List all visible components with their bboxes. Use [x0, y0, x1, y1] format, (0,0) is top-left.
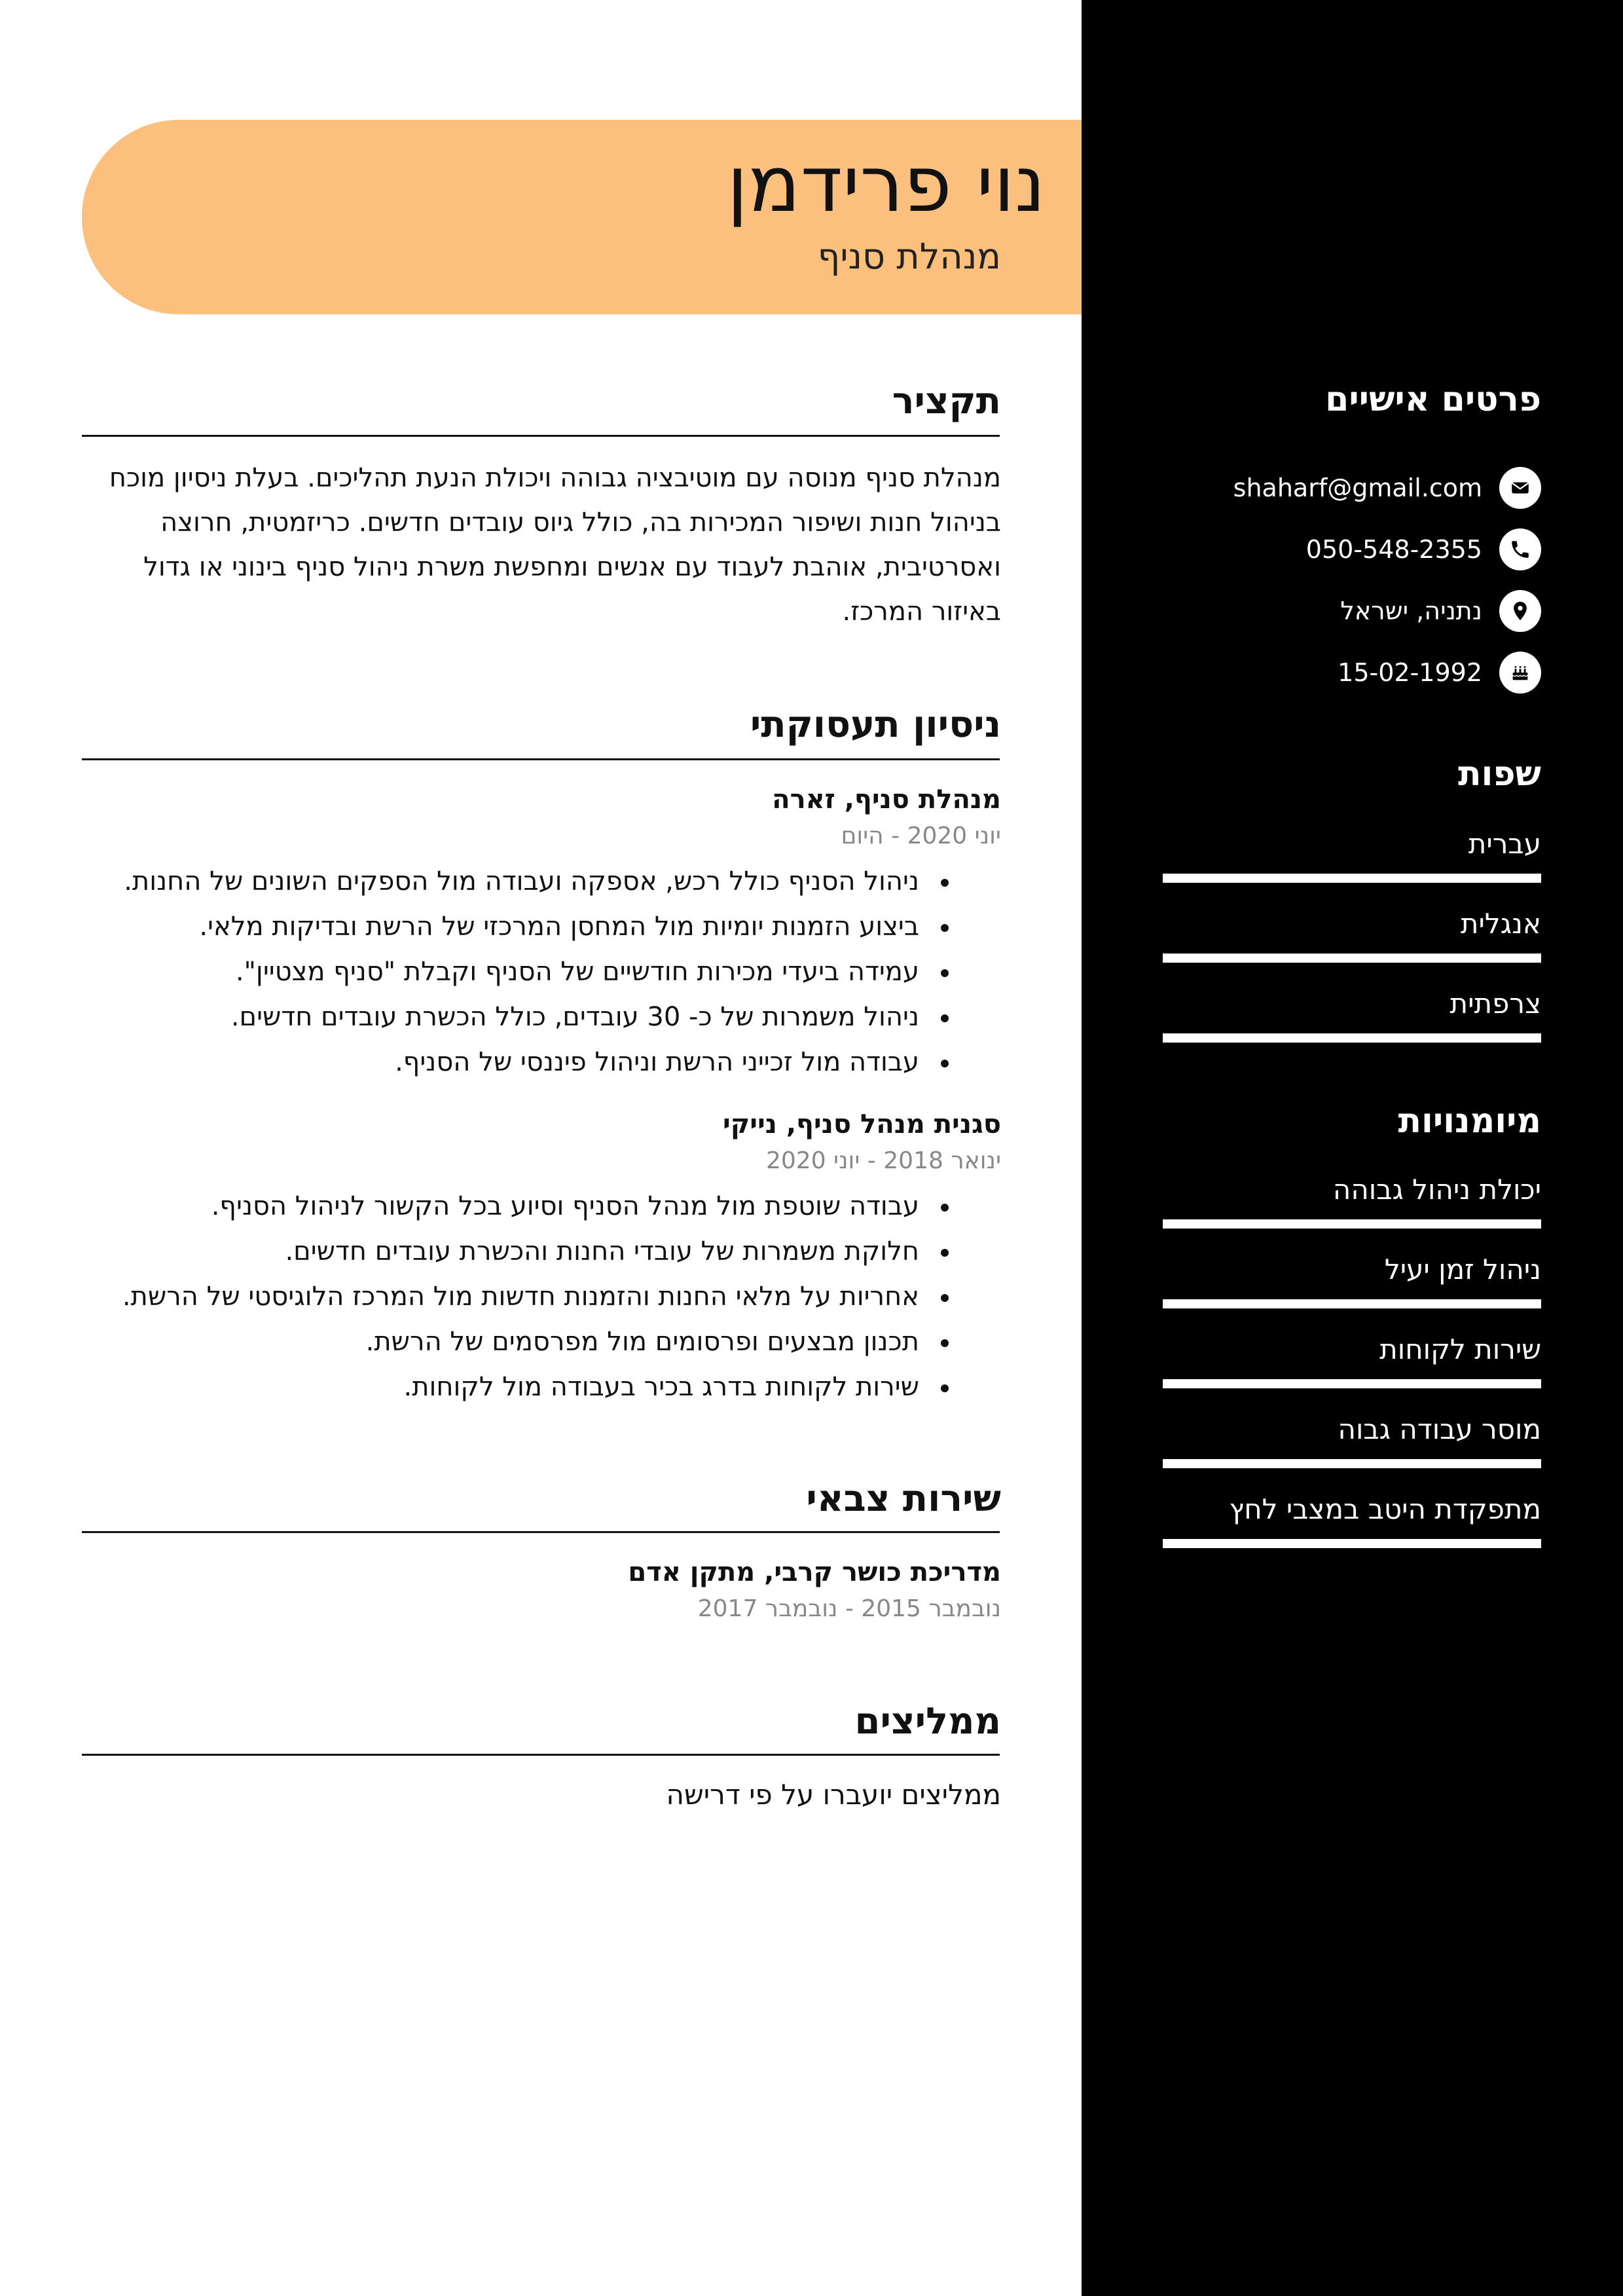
skill-label: ניהול זמן יעיל — [1384, 1253, 1541, 1286]
job-title: סגנית מנהל סניף, נייקי — [723, 1109, 1001, 1139]
skill-item — [1163, 1333, 1541, 1365]
location-text: נתניה, ישראל — [1340, 597, 1482, 625]
birthdate-text: 15-02-1992 — [1338, 658, 1482, 687]
skill-level-bar — [1163, 1219, 1541, 1229]
skill-label: יכולת ניהול גבוהה — [1332, 1174, 1541, 1206]
list-item: אחריות על מלאי החנות והזמנות חדשות מול המרכז הלוגיסטי של הרשת. — [122, 1274, 1001, 1320]
language-level-bar — [1163, 874, 1541, 883]
email-text[interactable]: shaharf@gmail.com — [1233, 473, 1482, 502]
section-divider — [82, 1754, 1000, 1756]
language-item — [1163, 828, 1541, 860]
skill-item — [1163, 1253, 1541, 1286]
location-pin-icon — [1499, 590, 1541, 632]
job-bullet-list — [124, 859, 1001, 1085]
military-heading: שירות צבאי — [806, 1477, 1001, 1520]
sidebar — [1082, 0, 1623, 2296]
list-item: עבודה מול זכייני הרשת וניהול פיננסי של הסניף. — [124, 1040, 1001, 1085]
references-text: ממליצים יועברו על פי דרישה — [666, 1779, 1001, 1811]
skill-item — [1163, 1493, 1541, 1525]
skill-label: מתפקדת היטב במצבי לחץ — [1229, 1493, 1541, 1525]
language-level-bar — [1163, 954, 1541, 963]
phone-icon — [1499, 528, 1541, 570]
languages-heading: שפות — [1457, 754, 1541, 794]
list-item: שירות לקוחות בדרג בכיר בעבודה מול לקוחות. — [122, 1365, 1001, 1410]
language-item — [1163, 908, 1541, 940]
list-item: חלוקת משמרות של עובדי החנות והכשרת עובדים חדשים. — [122, 1229, 1001, 1274]
list-item: תכנון מבצעים ופרסומים מול מפרסמים של הרשת. — [122, 1320, 1001, 1365]
skill-level-bar — [1163, 1379, 1541, 1388]
skill-level-bar — [1163, 1299, 1541, 1308]
contact-birthdate — [1338, 651, 1541, 694]
skill-level-bar — [1163, 1459, 1541, 1468]
skill-label: שירות לקוחות — [1379, 1333, 1541, 1365]
experience-heading: ניסיון תעסוקתי — [750, 703, 1001, 746]
list-item: ניהול הסניף כולל רכש, אספקה ועבודה מול הספקים השונים של החנות. — [124, 859, 1001, 904]
language-item — [1163, 988, 1541, 1020]
section-divider — [82, 435, 1000, 437]
skill-level-bar — [1163, 1539, 1541, 1548]
section-divider — [82, 758, 1000, 760]
military-role: מדריכת כושר קרבי, מתקן אדם — [628, 1557, 1001, 1587]
phone-text[interactable]: 050-548-2355 — [1305, 535, 1482, 564]
language-label: צרפתית — [1450, 988, 1541, 1020]
skill-item — [1163, 1174, 1541, 1206]
list-item: ביצוע הזמנות יומיות מול המחסן המרכזי של הרשת ובדיקות מלאי. — [124, 904, 1001, 950]
references-heading: ממליצים — [854, 1700, 1001, 1743]
job-dates: ינואר 2018 - יוני 2020 — [765, 1147, 1001, 1174]
summary-heading: תקציר — [892, 380, 1001, 422]
contact-email — [1233, 466, 1541, 509]
job-title: מנהלת סניף, זארה — [772, 785, 1001, 815]
job-dates: יוני 2020 - היום — [841, 823, 1001, 849]
contact-phone — [1306, 528, 1541, 571]
language-label: עברית — [1468, 828, 1541, 860]
list-item: ניהול משמרות של כ- 30 עובדים, כולל הכשרת עובדים חדשים. — [124, 995, 1001, 1040]
candidate-name: נוי פרידמן — [727, 139, 1046, 229]
personal-details-heading: פרטים אישיים — [1325, 380, 1541, 419]
contact-location — [1340, 589, 1541, 633]
language-label: אנגלית — [1460, 908, 1541, 940]
envelope-icon — [1499, 467, 1541, 509]
skill-item — [1163, 1413, 1541, 1445]
summary-text: מנהלת סניף מנוסה עם מוטיבציה גבוהה ויכולת הנעת תהליכים. בעלת ניסיון מוכח בניהול חנות ושיפור המכירות בה, כולל גיוס עובדים חדשים. כריזמטית, חרוצה ואסרטיבית, אוהבת לעבוד עם אנשים ומחפשת משרת ניהול סניף בינוני או גדול באיזור המרכז. — [109, 463, 1001, 627]
skills-heading: מיומנויות — [1398, 1102, 1541, 1141]
skill-label: מוסר עבודה גבוה — [1338, 1413, 1541, 1445]
list-item: עבודה שוטפת מול מנהל הסניף וסיוע בכל הקשור לניהול הסניף. — [122, 1184, 1001, 1229]
candidate-role: מנהלת סניף — [817, 236, 1001, 277]
list-item: עמידה ביעדי מכירות חודשיים של הסניף וקבלת "סניף מצטיין". — [124, 950, 1001, 995]
job-bullet-list — [122, 1184, 1001, 1410]
military-dates: נובמבר 2015 - נובמבר 2017 — [697, 1595, 1001, 1622]
birthday-cake-icon — [1499, 652, 1541, 694]
section-divider — [82, 1531, 1000, 1533]
language-level-bar — [1163, 1033, 1541, 1043]
